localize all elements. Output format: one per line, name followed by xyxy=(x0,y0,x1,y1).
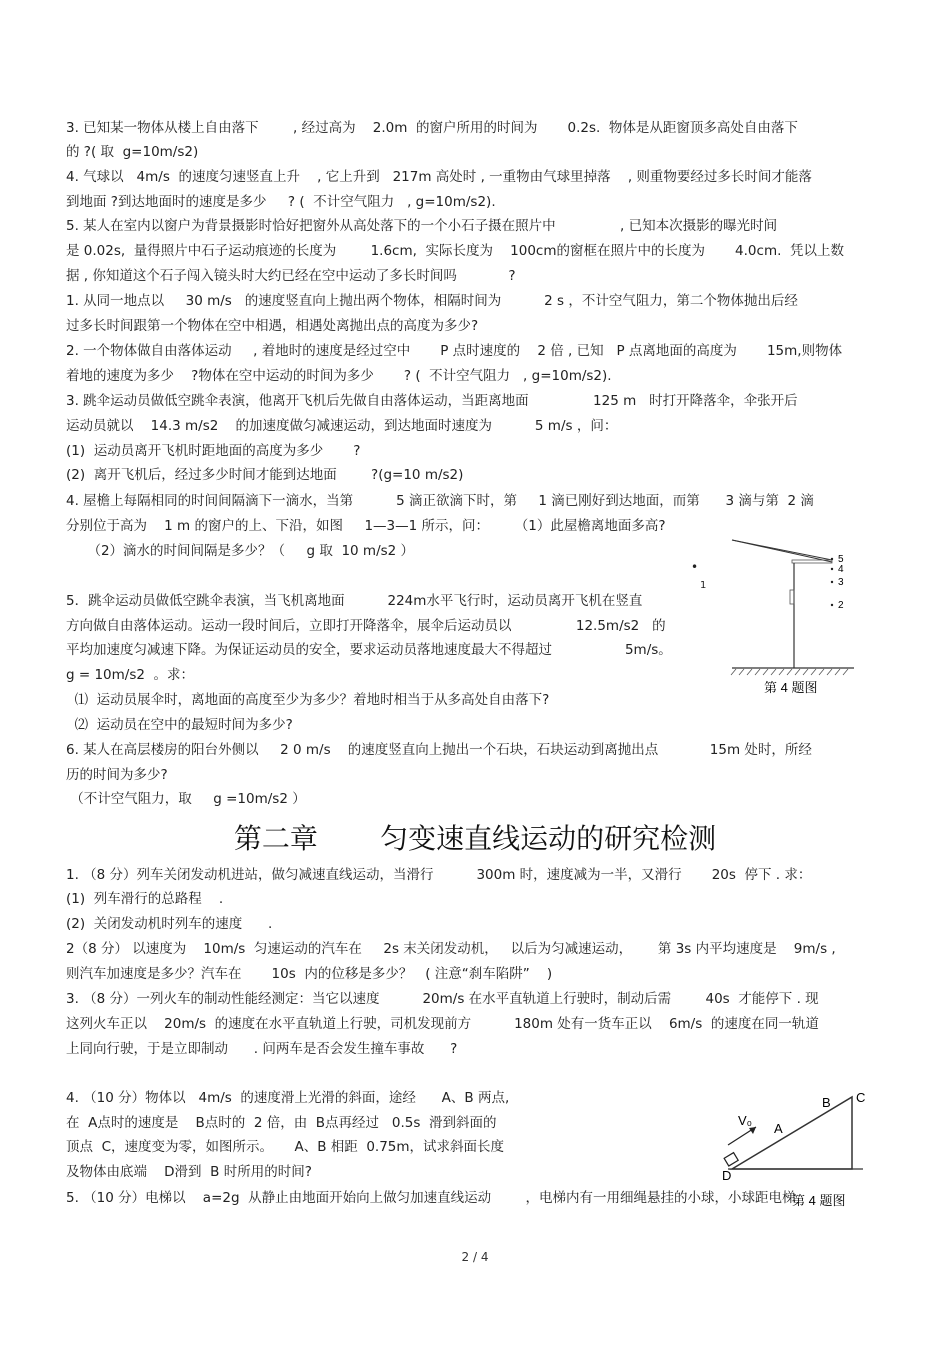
v0-label: V₀ xyxy=(738,1113,753,1128)
stray-dot: • xyxy=(691,560,699,574)
page-number: 2 / 4 xyxy=(461,1250,489,1264)
text-line: 分别位于高为 1 m 的窗户的上、下沿，如图 1—3—1 所示，问： （1）此屋檐离地面多高? xyxy=(66,518,666,534)
text-line: 3. 跳伞运动员做低空跳伞表演，他离开飞机后先做自由落体运动，当距离地面 125 m 时打开降落伞，伞张开后 xyxy=(66,393,798,409)
drop-5 xyxy=(831,558,833,560)
text-line: 4. 气球以 4m/s 的速度匀速竖直上升 , 它上升到 217m 高处时 , 一重物由气球里掉落 , 则重物要经过多长时间才能落 xyxy=(66,169,812,185)
sliding-block xyxy=(724,1153,738,1166)
text-line: 2. 一个物体做自由落体运动 , 着地时的速度是经过空中 P 点时速度的 2 倍 , 已知 P 点离地面的高度为 15m,则物体 xyxy=(66,343,843,359)
drop-4 xyxy=(831,568,833,570)
drop-label-5: 5 xyxy=(838,554,844,565)
text-line: (2) 关闭发动机时列车的速度 . xyxy=(66,916,273,932)
drop-2 xyxy=(831,604,833,606)
text-line: 5. （10 分）电梯以 a=2g 从静止由地面开始向上做匀加速直线运动 ，电梯内有一用细绳悬挂的小球，小球距电梯 xyxy=(66,1190,796,1206)
drop-label-1: 1 xyxy=(700,580,707,591)
figure2-caption: 第 4 题图 xyxy=(792,1193,846,1208)
text-line: 5．跳伞运动员做低空跳伞表演，当飞机离地面 224m水平飞行时，运动员离开飞机在竖直 xyxy=(66,593,643,609)
text-line: ⑴ 运动员展伞时，离地面的高度至少为多少？着地时相当于从多高处自由落下? xyxy=(66,692,550,708)
text-line: 顶点 C，速度变为零，如图所示。 A、B 相距 0.75m，试求斜面长度 xyxy=(66,1139,505,1155)
text-line: 这列火车正以 20m/s 的速度在水平直轨道上行驶，司机发现前方 180m 处有一货车正以 6m/s 的速度在同一轨道 xyxy=(66,1016,819,1032)
point-b-label: B xyxy=(822,1095,831,1110)
text-line: 平均加速度匀减速下降。为保证运动员的安全，要求运动员落地速度最大不得超过 5m/s。 xyxy=(66,642,672,658)
text-line: 3. 已知某一物体从楼上自由落下 , 经过高为 2.0m 的窗户所用的时间为 0.2s. 物体是从距窗顶多高处自由落下 xyxy=(66,120,798,136)
point-d-label: D xyxy=(722,1168,732,1183)
text-line: 运动员就以 14.3 m/s2 的加速度做匀减速运动，到达地面时速度为 5 m/s ，问： xyxy=(66,418,618,434)
text-line: 3. （8 分）一列火车的制动性能经测定：当它以速度 20m/s 在水平直轨道上行驶时，制动后需 40s 才能停下 . 现 xyxy=(66,991,819,1007)
text-line: 的 ?( 取 g=10m/s2) xyxy=(66,144,199,160)
text-line: 据 , 你知道这个石子闯入镜头时大约已经在空中运动了多长时间吗 ? xyxy=(66,268,516,284)
text-line: 4. （10 分）物体以 4m/s 的速度滑上光滑的斜面，途经 A、B 两点, xyxy=(66,1090,510,1106)
text-line: ⑵ 运动员在空中的最短时间为多少? xyxy=(66,717,293,733)
text-line: 上同向行驶，于是立即制动 . 问两车是否会发生撞车事故 ? xyxy=(66,1041,458,1057)
point-a-label: A xyxy=(774,1121,783,1136)
text-line: 6. 某人在高层楼房的阳台外侧以 2 0 m/s 的速度竖直向上抛出一个石块，石块运动到离抛出点 15m 处时，所经 xyxy=(66,742,812,758)
drop-label-2: 2 xyxy=(838,600,844,611)
text-line: 1. 从同一地点以 30 m/s 的速度竖直向上抛出两个物体，相隔时间为 2 s ，不计空气阻力，第二个物体抛出后经 xyxy=(66,293,798,309)
text-line: 4. 屋檐上每隔相同的时间间隔滴下一滴水，当第 5 滴正欲滴下时，第 1 滴已刚好到达地面，而第 3 滴与第 2 滴 xyxy=(66,493,814,509)
point-c-label: C xyxy=(856,1090,866,1105)
text-line: g = 10m/s2 。求： xyxy=(66,667,195,683)
text-line: 着地的速度为多少 ?物体在空中运动的时间为多少 ? ( 不计空气阻力 , g=10m/s2). xyxy=(66,368,612,384)
text-line: （不计空气阻力，取 g =10m/s2 ） xyxy=(66,791,306,807)
incline-figure xyxy=(718,1085,878,1215)
text-line: 在 A点时的速度是 B点时的 2 倍，由 B点再经过 0.5s 滑到斜面的 xyxy=(66,1115,497,1131)
text-line: 是 0.02s, 量得照片中石子运动痕迹的长度为 1.6cm, 实际长度为 100cm的窗框在照片中的长度为 4.0cm. 凭以上数 xyxy=(66,243,844,259)
text-line: （2）滴水的时间间隔是多少？（ g 取 10 m/s2 ） xyxy=(66,543,415,559)
text-line: (1) 列车滑行的总路程 . xyxy=(66,891,224,907)
text-line: 5. 某人在室内以窗户为背景摄影时恰好把窗外从高处落下的一个小石子摄在照片中 , 已知本次摄影的曝光时间 xyxy=(66,218,778,234)
text-line: 方向做自由落体运动。运动一段时间后，立即打开降落伞，展伞后运动员以 12.5m/s2 的 xyxy=(66,618,666,634)
text-line: 2（8 分） 以速度为 10m/s 匀速运动的汽车在 2s 末关闭发动机， 以后为匀减速运动， 第 3s 内平均速度是 9m/s , xyxy=(66,941,836,957)
text-line: 则汽车加速度是多少？汽车在 10s 内的位移是多少？ ( 注意“刹车陷阱” ) xyxy=(66,966,553,982)
chapter-heading: 第二章 匀变速直线运动的研究检测 xyxy=(233,822,717,855)
figure1-caption: 第 4 题图 xyxy=(764,680,818,695)
drop-3 xyxy=(831,581,833,583)
text-line: 历的时间为多少? xyxy=(66,767,168,783)
text-line: 到地面 ?到达地面时的速度是多少 ? ( 不计空气阻力 , g=10m/s2). xyxy=(66,194,496,210)
text-line: 过多长时间跟第一个物体在空中相遇，相遇处离抛出点的高度为多少? xyxy=(66,318,479,334)
eaves-water-drop-figure xyxy=(728,538,858,713)
text-line: (1) 运动员离开飞机时距地面的高度为多少 ? xyxy=(66,443,361,459)
text-line: (2) 离开飞机后，经过多少时间才能到达地面 ?(g=10 m/s2) xyxy=(66,467,464,483)
drop-label-3: 3 xyxy=(838,577,844,588)
drop-label-4: 4 xyxy=(838,564,844,575)
text-line: 及物体由底端 D滑到 B 时所用的时间? xyxy=(66,1164,312,1180)
text-line: 1. （8 分）列车关闭发动机进站，做匀减速直线运动，当滑行 300m 时，速度减为一半，又滑行 20s 停下 . 求： xyxy=(66,867,812,883)
